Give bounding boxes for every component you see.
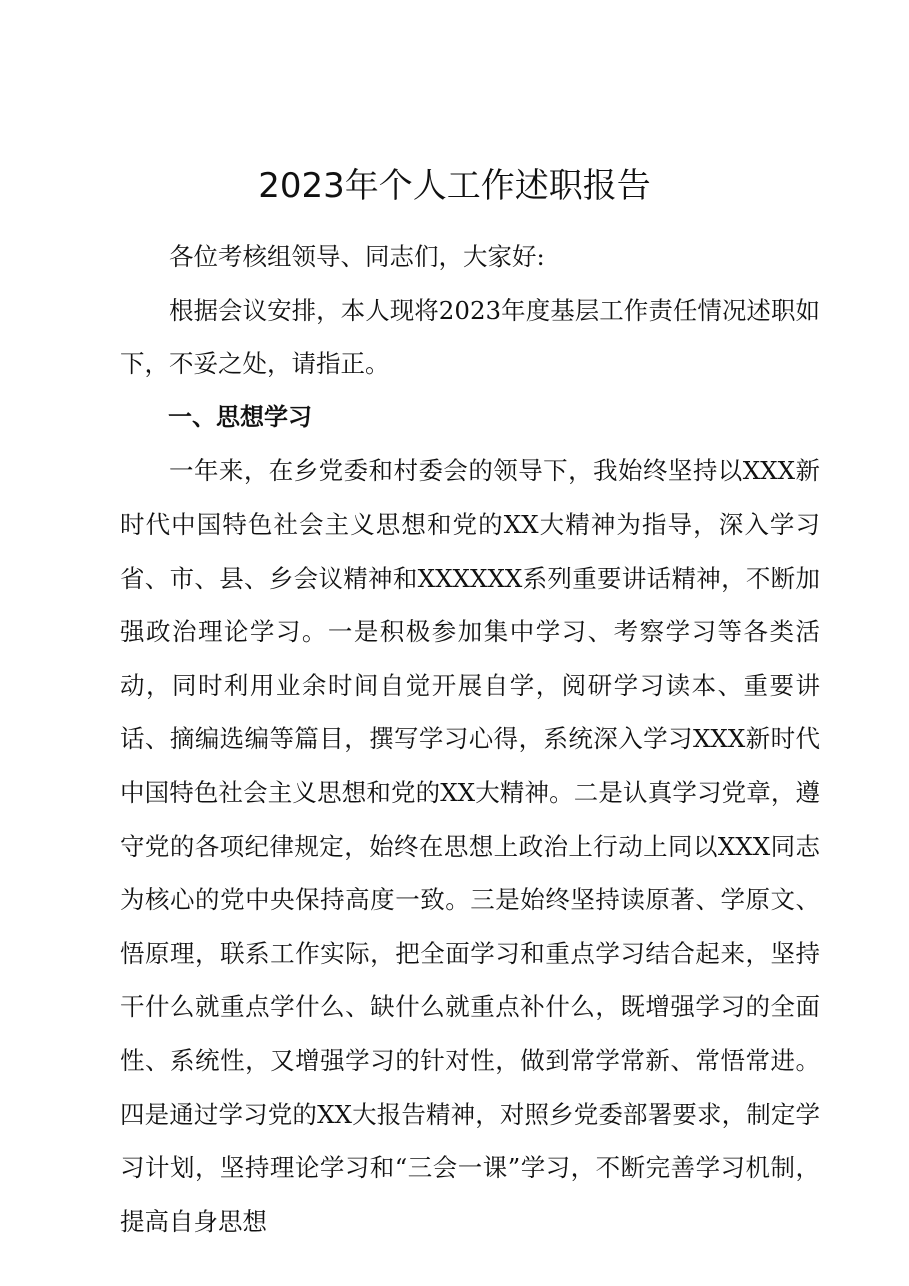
- intro-paragraph: 根据会议安排，本人现将2023年度基层工作责任情况述职如下，不妥之处，请指正。: [120, 295, 820, 379]
- document-title: 2023年个人工作述职报告: [258, 166, 651, 206]
- section-heading-thought-study: 一、思想学习: [168, 402, 312, 431]
- greeting-paragraph: 各位考核组领导、同志们，大家好:: [169, 242, 545, 271]
- document-body: [120, 230, 820, 1248]
- section-body-paragraph: 一年来，在乡党委和村委会的领导下，我始终坚持以XXX新时代中国特色社会主义思想和党的XX大精神为指导，深入学习省、市、县、乡会议精神和XXXXXX系列重要讲话精神，不断加强政治理论学习。一是积极参加集中学习、考察学习等各类活动，同时利用业余时间自觉开展自学，阅研学习读本、重要讲话、摘编选编等篇目，撰写学习心得，系统深入学习XXX新时代中国特色社会主义思想和党的XX大精神。二是认真学习党章，遵守党的各项纪律规定，始终在思想上政治上行动上同以XXX同志为核心的党中央保持高度一致。三是始终坚持读原著、学原文、悟原理，联系工作实际，把全面学习和重点学习结合起来，坚持干什么就重点学什么、缺什么就重点补什么，既增强学习的全面性、系统性，又增强学习的针对性，做到常学常新、常悟常进。四是通过学习党的XX大报告精神，对照乡党委部署要求，制定学习计划，坚持理论学习和“三会一课”学习，不断完善学习机制，提高自身思想: [120, 456, 820, 1236]
